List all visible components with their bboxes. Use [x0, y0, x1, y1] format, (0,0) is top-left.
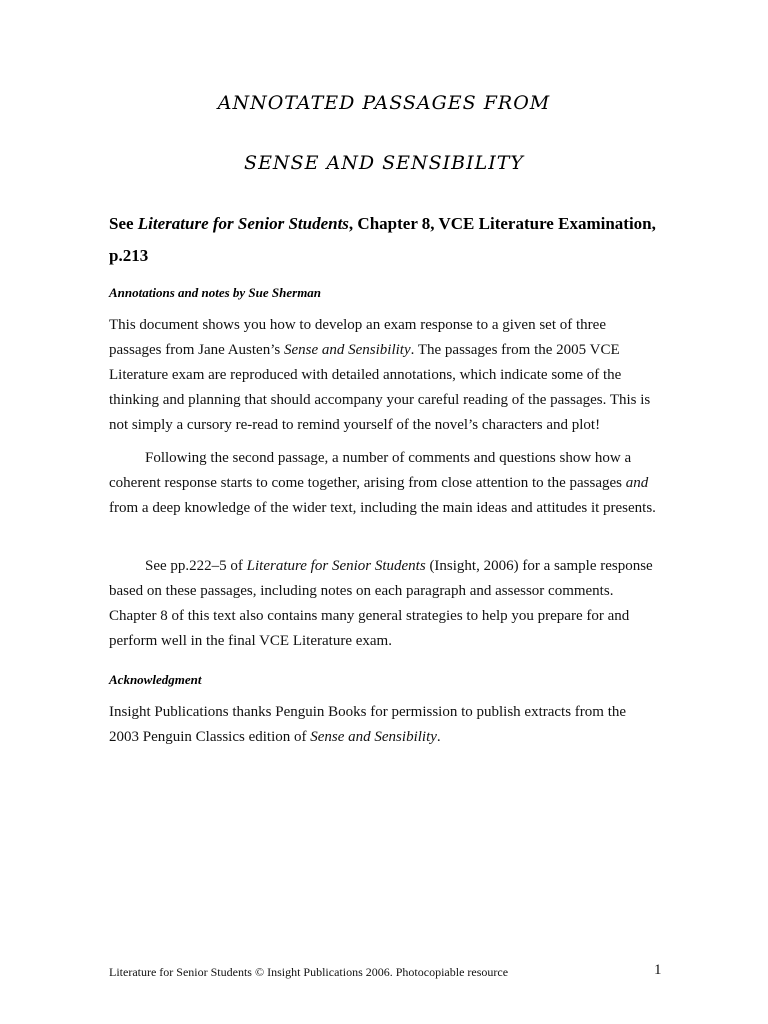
reference-book-title: Literature for Senior Students — [137, 214, 349, 233]
second-paragraph — [109, 446, 659, 521]
intro-paragraph-text-2: . The passages from the 2005 VCE Literature exam are reproduced with detailed annotations, which indicate some of the thinking and planning that should accompany your careful reading of the passages. This is not simply a cursory re-read to remind yourself of the novel’s characters and plot! — [109, 342, 651, 433]
annotations-credit: Annotations and notes by Sue Sherman — [109, 285, 322, 300]
acknowledgment-book-title: Sense and Sensibility — [310, 729, 437, 745]
reference-heading — [109, 208, 669, 272]
third-paragraph — [109, 554, 659, 654]
footer-copyright: Literature for Senior Students © Insight Publications 2006. Photocopiable resource — [109, 965, 509, 979]
reference-heading-prefix: See — [109, 214, 138, 233]
second-paragraph-emphasis: and — [625, 475, 649, 491]
intro-paragraph — [109, 313, 659, 438]
intro-paragraph-text-1: This document shows you how to develop an exam response to a given set of three passages from Jane Austen’s — [109, 317, 606, 358]
second-paragraph-text-2: from a deep knowledge of the wider text, including the main ideas and attitudes it presents. — [109, 500, 656, 516]
acknowledgment-text-2: . — [436, 729, 441, 745]
reference-heading-suffix: , Chapter 8, VCE Literature Examination, p.213 — [109, 214, 656, 265]
third-paragraph-text-1: See pp.222–5 of — [145, 558, 247, 574]
document-title-line-2: SENSE AND SENSIBILITY — [244, 152, 524, 174]
third-paragraph-text-2: (Insight, 2006) for a sample response based on these passages, including notes on each paragraph and assessor comments. Chapter 8 of this text also contains many general strategies to help you prepare for and perform well in the final VCE Literature exam. — [109, 558, 653, 649]
intro-paragraph-book-title: Sense and Sensibility — [283, 342, 411, 358]
acknowledgment-paragraph — [109, 700, 659, 750]
third-paragraph-book-title: Literature for Senior Students — [246, 558, 426, 574]
acknowledgment-text-1: Insight Publications thanks Penguin Books for permission to publish extracts from the 2003 Penguin Classics edition of — [109, 704, 627, 745]
document-title-line-1: ANNOTATED PASSAGES FROM — [217, 92, 551, 114]
acknowledgment-heading: Acknowledgment — [109, 672, 202, 687]
second-paragraph-text-1: Following the second passage, a number of comments and questions show how a coherent response starts to come together, arising from close attention to the passages — [109, 450, 632, 491]
page-number: 1 — [654, 962, 662, 978]
